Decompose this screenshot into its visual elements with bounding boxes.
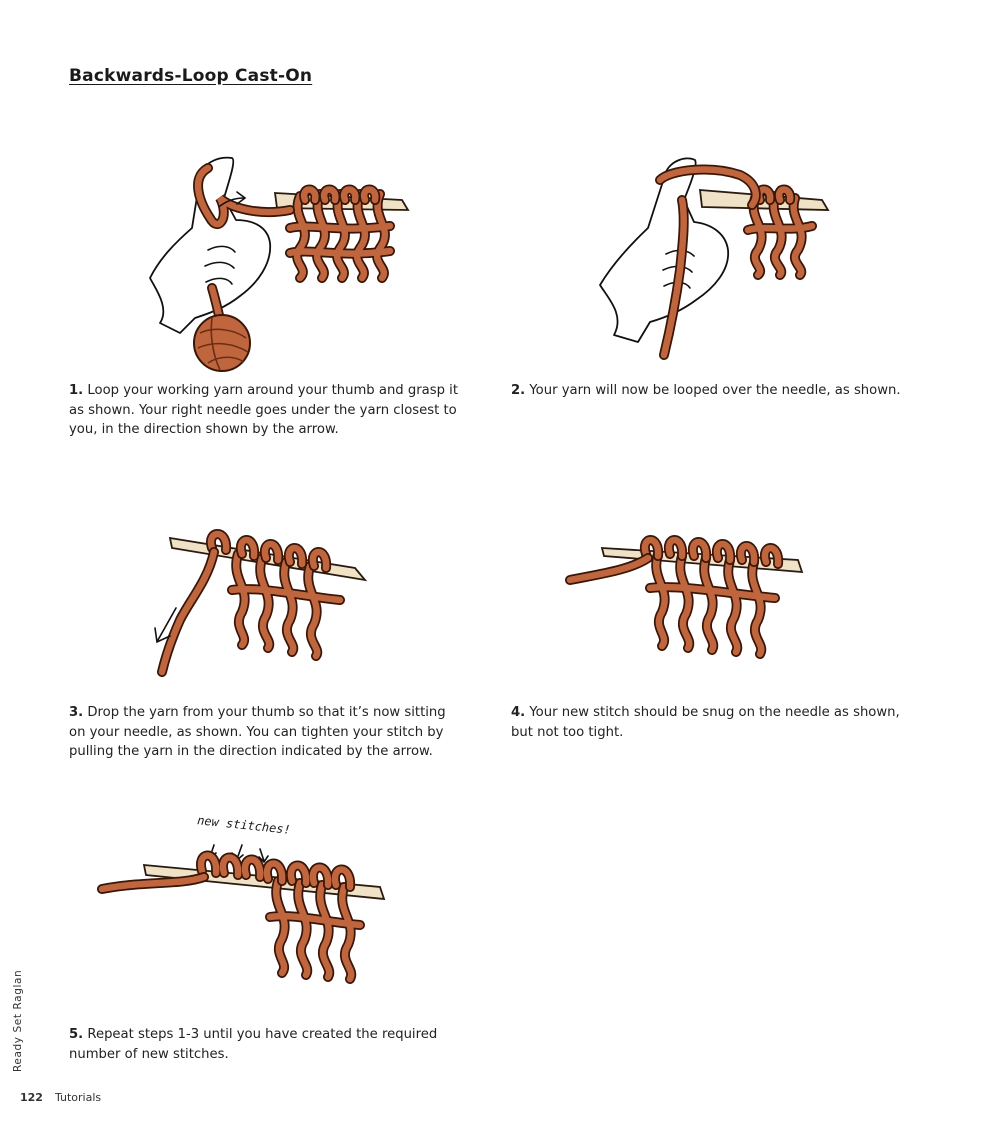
page-number: 122 [20,1091,43,1104]
step-2-number: 2. [511,383,526,398]
illustration-step-5 [92,815,392,995]
book-title-vertical: Ready Set Raglan [12,969,24,1072]
illustration-step-4 [560,522,810,667]
page-title: Backwards-Loop Cast-On [69,66,313,86]
new-stitches-note: new stitches! [196,813,292,837]
step-1-number: 1. [69,383,84,398]
illustration-step-2 [590,150,840,365]
illustration-step-3 [150,520,370,680]
step-3-number: 3. [69,705,84,720]
step-3-caption [69,703,464,762]
step-5-text: Repeat steps 1-3 until you have created the required number of new stitches. [69,1027,438,1062]
step-5-number: 5. [69,1027,84,1042]
step-4-caption [511,703,911,742]
step-4-number: 4. [511,705,526,720]
step-2-caption [511,381,931,401]
step-4-text: Your new stitch should be snug on the needle as shown, but not too tight. [511,705,900,740]
step-5-caption [69,1025,464,1064]
section-name: Tutorials [54,1091,102,1104]
step-1-caption [69,381,464,440]
step-2-text: Your yarn will now be looped over the needle, as shown. [525,383,901,398]
step-1-text: Loop your working yarn around your thumb and grasp it as shown. Your right needle goes under the yarn closest to you, in the direction shown by the arrow. [69,383,459,437]
page-footer [20,1091,101,1104]
illustration-step-1 [140,148,450,373]
step-3-text: Drop the yarn from your thumb so that it’s now sitting on your needle, as shown. You can tighten your stitch by pulling the yarn in the direction indicated by the arrow. [69,705,446,759]
